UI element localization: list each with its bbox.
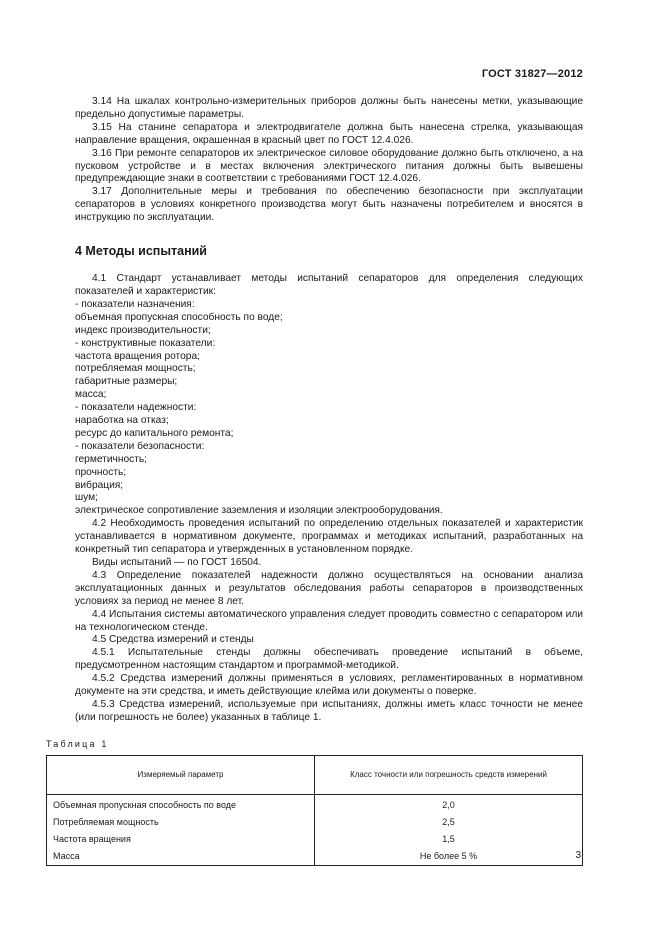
list-item: - показатели безопасности: [75, 440, 205, 452]
list-item: объемная пропускная способность по воде; [75, 311, 283, 323]
list-item: герметичность; [75, 453, 148, 465]
paragraph-4-5-3: 4.5.3 Средства измерений, используемые при испытаниях, должны иметь класс точности не менее (или погрешность не более) указанных в таблице 1. [75, 698, 583, 723]
list-item: - показатели назначения: [75, 298, 195, 310]
table-row [47, 814, 583, 831]
table-caption: Таблица 1 [46, 738, 109, 749]
list-item: шум; [75, 492, 98, 504]
list-item: - показатели надежности: [75, 402, 197, 414]
page-number: 3 [575, 850, 581, 861]
table-cell-parameter: Частота вращения [53, 834, 131, 845]
paragraph-3-15: 3.15 На станине сепаратора и электродвигателе должна быть нанесена стрелка, указывающая направление вращения, окрашенная в красный цвет по ГОСТ 12.4.026. [75, 121, 583, 146]
table-cell-accuracy: Не более 5 % [315, 848, 583, 866]
table-cell-parameter: Объемная пропускная способность по воде [53, 800, 237, 811]
paragraph-3-14: 3.14 На шкалах контрольно-измерительных приборов должны быть нанесены метки, указывающие предельно допустимые параметры. [75, 96, 583, 120]
page-content [46, 96, 583, 866]
paragraph-4-1: 4.1 Стандарт устанавливает методы испытаний сепараторов для определения следующих показателей и характеристик: [75, 273, 583, 297]
paragraph-4-5-2: 4.5.2 Средства измерений должны применяться в условиях, регламентированных в нормативном документе на эти средства, и иметь действующие клейма или документы о поверке. [75, 673, 583, 698]
document-id: ГОСТ 31827—2012 [481, 68, 583, 80]
list-item: габаритные размеры; [75, 376, 178, 388]
paragraph-3-16: 3.16 При ремонте сепараторов их электрическое силовое оборудование должно быть отключено, а на пусковом устройстве и в местах включения электрического питания должны быть вывешены предупреждающие знаки в соответствии с требованиями ГОСТ 12.4.026. [75, 147, 583, 185]
table-row [47, 848, 583, 866]
table-cell-parameter: Потребляемая мощность [53, 817, 159, 828]
list-item: наработка на отказ; [75, 415, 169, 427]
table-cell-accuracy: 2,0 [315, 794, 583, 814]
table-cell-accuracy: 1,5 [315, 831, 583, 848]
paragraph-4-4: 4.4 Испытания системы автоматического управления следует проводить совместно с сепаратором или на технологическом стенде. [75, 608, 583, 633]
list-item: - конструктивные показатели: [75, 337, 216, 349]
list-item: вибрация; [75, 479, 124, 491]
list-item: электрическое сопротивление заземления и изоляции электрооборудования. [75, 505, 443, 517]
measurement-table [46, 755, 583, 866]
table-header-parameter: Измеряемый параметр [47, 755, 315, 794]
list-item: частота вращения ротора; [75, 350, 200, 362]
list-item: индекс производительности; [75, 324, 211, 336]
list-item: ресурс до капитального ремонта; [75, 427, 234, 439]
paragraph-4-2: 4.2 Необходимость проведения испытаний по определению отдельных показателей и характеристик устанавливается в нормативном документе, программах и методиках испытаний, разработанных на конкретный тип сепаратора и утвержденных в установленном порядке. [75, 518, 583, 556]
paragraph-4-5-1: 4.5.1 Испытательные стенды должны обеспечивать проведение испытаний в объеме, предусмотренном настоящим стандартом и программой-методикой. [75, 647, 583, 672]
list-item: прочность; [75, 466, 127, 478]
table-header-accuracy: Класс точности или погрешность средств измерений [315, 755, 583, 794]
table-cell-accuracy: 2,5 [315, 814, 583, 831]
table-cell-parameter: Масса [53, 851, 80, 862]
paragraph-test-types: Виды испытаний — по ГОСТ 16504. [92, 557, 262, 568]
table-row [47, 794, 583, 814]
paragraph-4-3: 4.3 Определение показателей надежности должно осуществляться на основании анализа эксплуатационных данных и результатов обследования работы сепараторов в производственных условиях за период не менее 8 лет. [75, 569, 583, 607]
list-item: потребляемая мощность; [75, 363, 196, 375]
paragraph-3-17: 3.17 Дополнительные меры и требования по обеспечению безопасности при эксплуатации сепараторов в условиях конкретного производства могут быть назначены потребителем и вносятся в инструкцию по эксплуатации. [75, 186, 583, 224]
section-title: 4 Методы испытаний [75, 244, 207, 259]
table-row [47, 831, 583, 848]
paragraph-4-5: 4.5 Средства измерений и стенды [92, 634, 254, 646]
list-item: масса; [75, 389, 107, 401]
